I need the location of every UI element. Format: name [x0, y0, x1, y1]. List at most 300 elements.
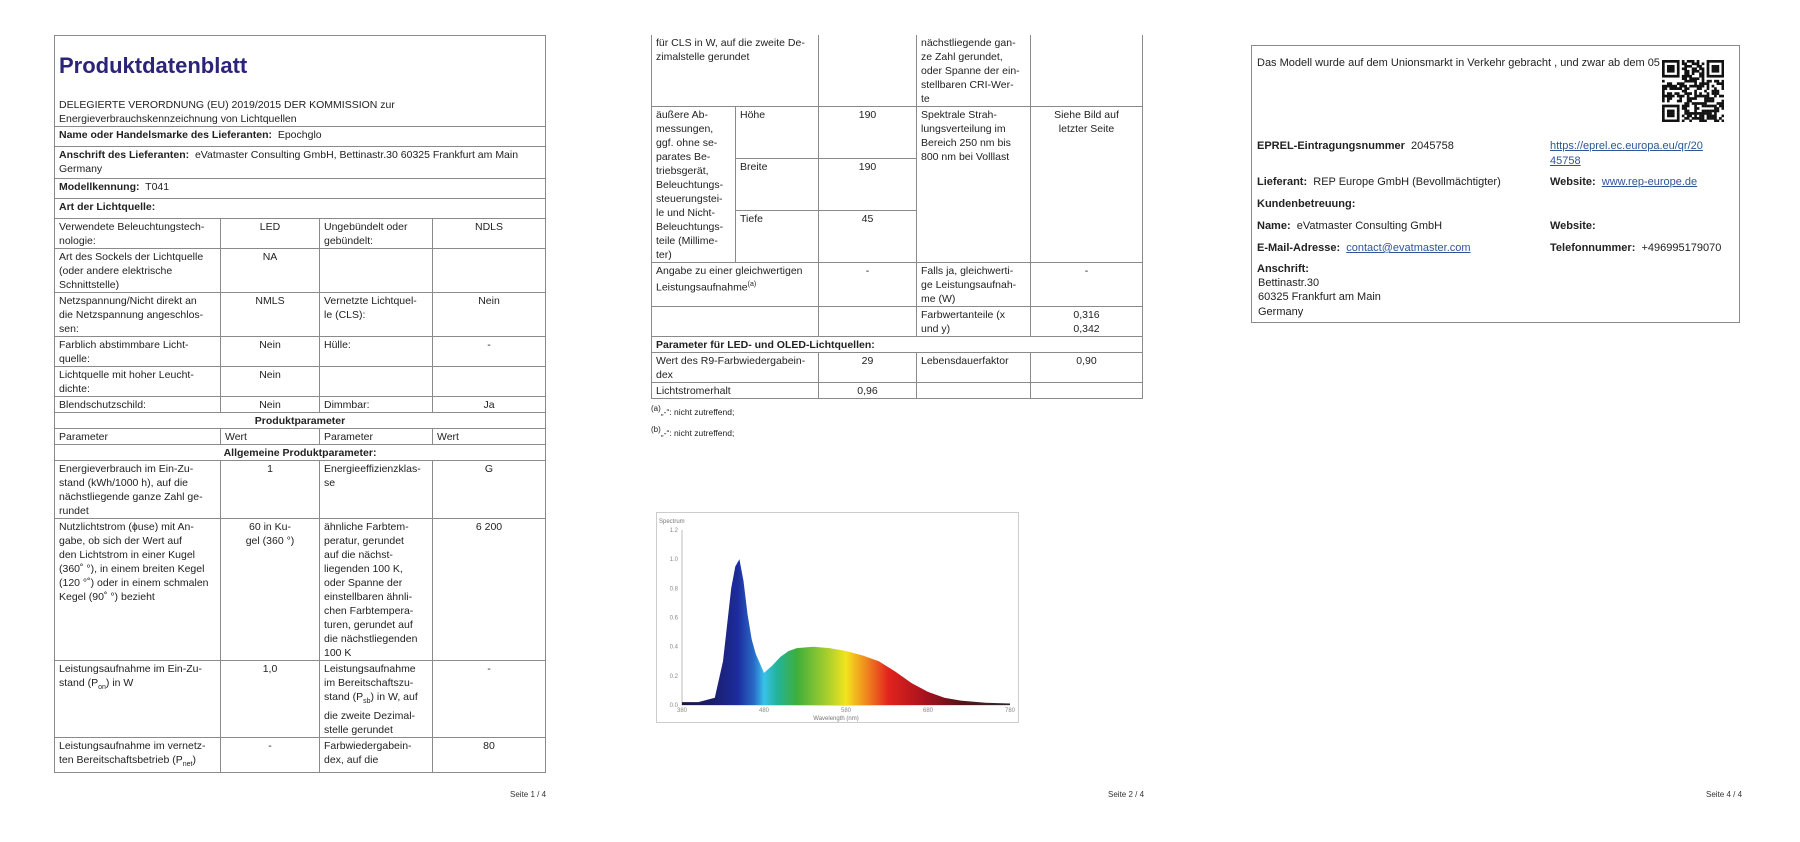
supplier-address-label: Anschrift des Lieferanten: [59, 149, 190, 161]
cell: Energieverbrauch im Ein-Zu- stand (kWh/1000 h), auf die nächstliegende ganze Zahl ge- rundet [55, 461, 221, 519]
qr-module [1709, 110, 1712, 113]
qr-module [1694, 90, 1697, 93]
supplier-value: REP Europe GmbH (Bevollmächtigter) [1313, 176, 1501, 188]
qr-module [1717, 67, 1720, 70]
product-datasheet-table [54, 35, 546, 773]
y-tick-label: 0.0 [669, 703, 678, 709]
qr-module [1664, 120, 1667, 122]
qr-module [1662, 117, 1665, 120]
qr-module [1662, 65, 1665, 68]
qr-module [1704, 110, 1707, 113]
qr-module [1687, 110, 1690, 113]
qr-module [1689, 112, 1692, 115]
qr-module [1672, 105, 1675, 108]
qr-module [1672, 120, 1675, 122]
qr-module [1689, 60, 1692, 63]
cell: G [433, 461, 546, 519]
table-row [55, 397, 546, 413]
qr-module [1692, 67, 1695, 70]
superscript: (a) [747, 281, 757, 288]
qr-module [1689, 85, 1692, 88]
qr-module [1707, 115, 1710, 118]
cell: Vernetzte Lichtquel- le (CLS): [320, 293, 433, 337]
qr-module [1714, 117, 1717, 120]
qr-module [1702, 72, 1705, 75]
x-tick-label: 680 [922, 708, 934, 714]
qr-module [1714, 87, 1717, 90]
qr-module [1689, 65, 1692, 68]
qr-module [1722, 67, 1724, 70]
x-tick-label: 780 [1004, 708, 1016, 714]
qr-module [1699, 65, 1702, 68]
qr-module [1664, 75, 1667, 78]
qr-module [1669, 82, 1672, 85]
cell: 0,96 [819, 383, 917, 399]
service-name: eVatmaster Consulting GmbH [1296, 220, 1443, 232]
qr-module [1669, 65, 1672, 68]
led-params-heading: Parameter für LED- und OLED-Lichtquellen: [652, 337, 1143, 353]
qr-module [1684, 102, 1687, 105]
qr-module [1712, 117, 1715, 120]
qr-module [1697, 77, 1700, 80]
qr-module [1707, 105, 1710, 108]
qr-module [1717, 110, 1720, 113]
page-number: Seite 4 / 4 [1706, 790, 1743, 799]
qr-module [1684, 107, 1687, 110]
qr-module [1699, 87, 1702, 90]
qr-module [1697, 60, 1700, 63]
cell: Ja [433, 397, 546, 413]
qr-module [1677, 107, 1680, 110]
qr-module [1662, 62, 1665, 65]
qr-module [1707, 87, 1710, 90]
qr-module [1699, 75, 1702, 78]
address: Bettinastr.30 60325 Frankfurt am Main Germany [1258, 277, 1381, 318]
qr-module [1684, 87, 1687, 90]
qr-module [1674, 92, 1677, 95]
qr-module [1694, 95, 1697, 98]
qr-module [1677, 117, 1680, 120]
qr-module [1667, 120, 1670, 122]
qr-module [1667, 100, 1670, 103]
table-row [55, 293, 546, 337]
qr-module [1662, 67, 1665, 70]
qr-module [1702, 75, 1705, 78]
qr-module [1722, 105, 1724, 108]
qr-module [1684, 72, 1687, 75]
cell: NDLS [433, 219, 546, 249]
qr-module [1714, 95, 1717, 98]
qr-module [1684, 110, 1687, 113]
qr-module [1707, 82, 1710, 85]
cell: Lebensdauerfaktor [917, 353, 1031, 383]
x-axis-label: Wavelength (nm) [813, 716, 859, 722]
qr-module [1714, 107, 1717, 110]
qr-module [1714, 75, 1717, 78]
qr-module [1694, 82, 1697, 85]
text: ) [192, 754, 196, 767]
qr-module [1709, 75, 1712, 78]
qr-module [1662, 100, 1665, 103]
address-label: Anschrift: [1257, 263, 1309, 275]
eprel-label: EPREL-Eintragungsnummer [1257, 140, 1405, 152]
cell [652, 263, 819, 307]
subscript: on [98, 684, 106, 692]
qr-module [1684, 90, 1687, 93]
qr-module [1714, 60, 1717, 63]
qr-module [1707, 62, 1710, 65]
cell: 1,0 [221, 661, 320, 738]
cell: Farbwiedergabein- dex, auf die [320, 738, 433, 773]
email-label: E-Mail-Adresse: [1257, 242, 1341, 254]
qr-module [1699, 115, 1702, 118]
light-source-type-heading: Art der Lichtquelle: [55, 199, 546, 219]
market-date-text: Das Modell wurde auf dem Unionsmarkt in Verkehr gebracht , und zwar ab dem 05 [1257, 57, 1660, 69]
table-row [55, 738, 546, 773]
qr-module [1662, 72, 1665, 75]
qr-module [1669, 112, 1672, 115]
name-label: Name: [1257, 220, 1291, 232]
qr-module [1717, 80, 1720, 83]
qr-module [1687, 87, 1690, 90]
qr-module [1719, 60, 1722, 63]
qr-module [1662, 107, 1665, 110]
qr-module [1707, 100, 1710, 103]
qr-module [1694, 112, 1697, 115]
eprel-url-line2[interactable]: 45758 [1550, 154, 1581, 167]
eprel-url-line1[interactable]: https://eprel.ec.europa.eu/qr/20 [1550, 140, 1703, 152]
qr-module [1704, 90, 1707, 93]
qr-module [1684, 70, 1687, 73]
qr-module [1712, 60, 1715, 63]
model-id: T041 [145, 181, 170, 193]
qr-module [1682, 105, 1685, 108]
eprel-number: 2045758 [1411, 140, 1454, 152]
qr-module [1714, 112, 1717, 115]
qr-module [1669, 75, 1672, 78]
qr-module [1697, 107, 1700, 110]
qr-module [1662, 105, 1665, 108]
qr-module [1664, 60, 1667, 63]
qr-module [1707, 110, 1710, 113]
qr-module [1702, 77, 1705, 80]
qr-module [1702, 117, 1705, 120]
qr-module [1677, 67, 1680, 70]
qr-module [1697, 112, 1700, 115]
qr-module [1722, 72, 1724, 75]
qr-module [1684, 92, 1687, 95]
qr-module [1672, 67, 1675, 70]
qr-module [1684, 85, 1687, 88]
qr-module [1662, 110, 1665, 113]
cell [320, 249, 433, 293]
table-row [55, 219, 546, 249]
qr-module [1684, 67, 1687, 70]
qr-module [1672, 60, 1675, 63]
qr-module [1689, 115, 1692, 118]
qr-module [1662, 70, 1665, 73]
qr-module [1702, 110, 1705, 113]
model-row [55, 179, 546, 199]
table-row [652, 263, 1143, 307]
qr-module [1692, 112, 1695, 115]
cell: Hülle: [320, 337, 433, 367]
table-row [55, 249, 546, 293]
qr-module [1689, 75, 1692, 78]
supplier-name: Epochglo [277, 129, 322, 141]
qr-module [1664, 85, 1667, 88]
qr-module [1702, 102, 1705, 105]
cell: Nutzlichtstrom (ϕuse) mit An- gabe, ob sich der Wert auf den Lichtstrom in einer Kugel (360˚ °), in einem breiten Kegel (120 °˚) oder in einem schmalen Kegel (90˚ °) bezieht [55, 519, 221, 661]
qr-module [1667, 70, 1670, 73]
cell: Nein [433, 293, 546, 337]
qr-module [1712, 75, 1715, 78]
qr-module [1667, 115, 1670, 118]
qr-module [1682, 95, 1685, 98]
qr-module [1714, 67, 1717, 70]
qr-module [1689, 80, 1692, 83]
qr-module [1717, 92, 1720, 95]
qr-module [1662, 120, 1665, 122]
qr-module [1712, 110, 1715, 113]
cell: Farbwertanteile (x und y) [917, 307, 1031, 337]
qr-module [1717, 65, 1720, 68]
qr-module [1677, 105, 1680, 108]
qr-module [1692, 80, 1695, 83]
x-tick-label: 380 [676, 708, 688, 714]
qr-module [1677, 112, 1680, 115]
qr-module [1682, 115, 1685, 118]
qr-module [1677, 115, 1680, 118]
qr-module [1714, 65, 1717, 68]
qr-module [1702, 82, 1705, 85]
customer-service-label: Kundenbetreuung: [1257, 198, 1356, 210]
qr-module [1677, 120, 1680, 122]
qr-module [1704, 102, 1707, 105]
qr-module [1699, 117, 1702, 120]
cell: Wert des R9-Farbwiedergabein- dex [652, 353, 819, 383]
qr-module [1699, 120, 1702, 122]
qr-module [1662, 95, 1665, 98]
qr-module [1662, 90, 1665, 93]
qr-module [1712, 85, 1715, 88]
text: ) in W [105, 677, 134, 689]
qr-module [1684, 75, 1687, 78]
column-header: Wert [433, 429, 546, 445]
supplier-label: Lieferant: [1257, 176, 1308, 188]
cell: Lichtstromerhalt [652, 383, 819, 399]
website-label: Website: [1550, 176, 1596, 188]
qr-module [1694, 62, 1697, 65]
supplier-name-row [55, 127, 546, 147]
cell [917, 383, 1031, 399]
qr-module [1709, 80, 1712, 83]
qr-module [1697, 87, 1700, 90]
cell: Nein [221, 397, 320, 413]
qr-module [1717, 82, 1720, 85]
qr-module [1687, 117, 1690, 120]
cell: 60 in Ku- gel (360 °) [221, 519, 320, 661]
qr-module [1682, 62, 1685, 65]
qr-module [1717, 107, 1720, 110]
qr-module [1674, 75, 1677, 78]
qr-module [1694, 105, 1697, 108]
qr-module [1664, 105, 1667, 108]
page-2 [651, 35, 1143, 441]
qr-module [1699, 82, 1702, 85]
qr-module [1669, 110, 1672, 113]
supplier-address-row [55, 147, 546, 179]
qr-module [1687, 97, 1690, 100]
qr-module [1674, 120, 1677, 122]
qr-module [1669, 115, 1672, 118]
cell: Netzspannung/Nicht direkt an die Netzspannung angeschlos- sen: [55, 293, 221, 337]
qr-module [1669, 120, 1672, 122]
qr-module [1697, 102, 1700, 105]
cell: äußere Ab- messungen, ggf. ohne se- parates Be- triebsgerät, Beleuchtungs- steuerungstei- le und Nicht- Beleuchtungs- teile (Millime- ter) [652, 107, 736, 263]
qr-module [1682, 82, 1685, 85]
phone-label: Telefonnummer: [1550, 242, 1636, 254]
qr-module [1714, 110, 1717, 113]
supplier-name-label: Name oder Handelsmarke des Lieferanten: [59, 129, 272, 141]
qr-module [1704, 112, 1707, 115]
qr-module [1714, 70, 1717, 73]
product-datasheet-table-continued [651, 35, 1143, 399]
cell [55, 738, 221, 773]
qr-module [1687, 75, 1690, 78]
qr-module [1712, 115, 1715, 118]
qr-module [1667, 97, 1670, 100]
qr-module [1709, 117, 1712, 120]
qr-module [1684, 112, 1687, 115]
qr-module [1699, 102, 1702, 105]
qr-module [1692, 60, 1695, 63]
qr-module [1694, 80, 1697, 83]
qr-module [1672, 85, 1675, 88]
phone-number: +496995179070 [1641, 242, 1722, 254]
qr-module [1667, 95, 1670, 98]
cell [1031, 383, 1143, 399]
cell: 0,316 0,342 [1031, 307, 1143, 337]
qr-module [1684, 105, 1687, 108]
qr-module [1709, 112, 1712, 115]
x-tick-label: 580 [840, 708, 852, 714]
qr-module [1694, 97, 1697, 100]
qr-module [1714, 105, 1717, 108]
cell: 29 [819, 353, 917, 383]
qr-module [1707, 65, 1710, 68]
general-params-heading: Allgemeine Produktparameter: [55, 445, 546, 461]
cell: Höhe [736, 107, 819, 159]
cell: Farblich abstimmbare Licht- quelle: [55, 337, 221, 367]
page-number: Seite 1 / 4 [510, 790, 547, 799]
qr-module [1674, 87, 1677, 90]
qr-module [1719, 75, 1722, 78]
cell: Dimmbar: [320, 397, 433, 413]
qr-module [1687, 60, 1690, 63]
qr-module [1712, 92, 1715, 95]
email-link[interactable]: contact@evatmaster.com [1346, 242, 1471, 254]
cell: Ungebündelt oder gebündelt: [320, 219, 433, 249]
cell: 1 [221, 461, 320, 519]
website-row [1550, 175, 1697, 189]
qr-module [1692, 97, 1695, 100]
cell: LED [221, 219, 320, 249]
qr-module [1702, 115, 1705, 118]
footnote-text: „-“: nicht zutreffend; [660, 427, 735, 438]
column-header-row [55, 429, 546, 445]
cell [55, 661, 221, 738]
qr-module [1712, 70, 1715, 73]
cell [433, 249, 546, 293]
qr-module [1722, 85, 1724, 88]
cell: Siehe Bild auf letzter Seite [1031, 107, 1143, 263]
qr-module [1687, 92, 1690, 95]
qr-module [1679, 87, 1682, 90]
table-row [55, 367, 546, 397]
subscript: net [182, 761, 193, 769]
qr-module [1682, 85, 1685, 88]
qr-module [1707, 92, 1710, 95]
subscript: sb [363, 698, 371, 706]
cell: Verwendete Beleuchtungstech- nologie: [55, 219, 221, 249]
qr-module [1709, 105, 1712, 108]
qr-module [1702, 70, 1705, 73]
footnote-b [651, 422, 1143, 441]
text: Leistungsaufnahme im Bereitschaftszu- stand (P [324, 663, 416, 703]
eprel-row [1257, 139, 1454, 153]
qr-module [1702, 85, 1705, 88]
qr-module [1662, 75, 1665, 78]
qr-module [1692, 62, 1695, 65]
qr-module [1714, 90, 1717, 93]
qr-module [1699, 72, 1702, 75]
eprel-link[interactable] [1550, 139, 1703, 168]
qr-module [1669, 105, 1672, 108]
qr-module [1669, 67, 1672, 70]
qr-module [1692, 77, 1695, 80]
qr-module [1694, 70, 1697, 73]
table-row [55, 337, 546, 367]
footnote-mark: (b) [651, 424, 661, 434]
qr-module [1704, 120, 1707, 122]
y-axis-label: Spectrum [659, 519, 685, 525]
website-link[interactable]: www.rep-europe.de [1601, 176, 1698, 188]
qr-module [1687, 112, 1690, 115]
model-label: Modellkennung: [59, 181, 140, 193]
qr-module [1669, 60, 1672, 63]
qr-module [1667, 75, 1670, 78]
qr-module [1672, 70, 1675, 73]
qr-module [1699, 85, 1702, 88]
cell [652, 307, 819, 337]
qr-module [1702, 105, 1705, 108]
qr-module [1714, 92, 1717, 95]
qr-module [1677, 62, 1680, 65]
qr-module [1689, 77, 1692, 80]
supplier-row [1257, 175, 1501, 189]
regulation-text: DELEGIERTE VERORDNUNG (EU) 2019/2015 DER KOMMISSION zur Energieverbrauchskennzeichnung von Lichtquellen [59, 99, 395, 125]
table-row [55, 519, 546, 661]
qr-module [1692, 85, 1695, 88]
qr-module [1712, 100, 1715, 103]
y-tick-label: 0.4 [669, 644, 678, 651]
cell: nächstliegende gan- ze Zahl gerundet, oder Spanne der ein- stellbaren CRI-Wer- te [917, 35, 1031, 107]
qr-module [1669, 92, 1672, 95]
qr-module [1709, 60, 1712, 63]
qr-module [1699, 112, 1702, 115]
qr-module [1719, 102, 1722, 105]
